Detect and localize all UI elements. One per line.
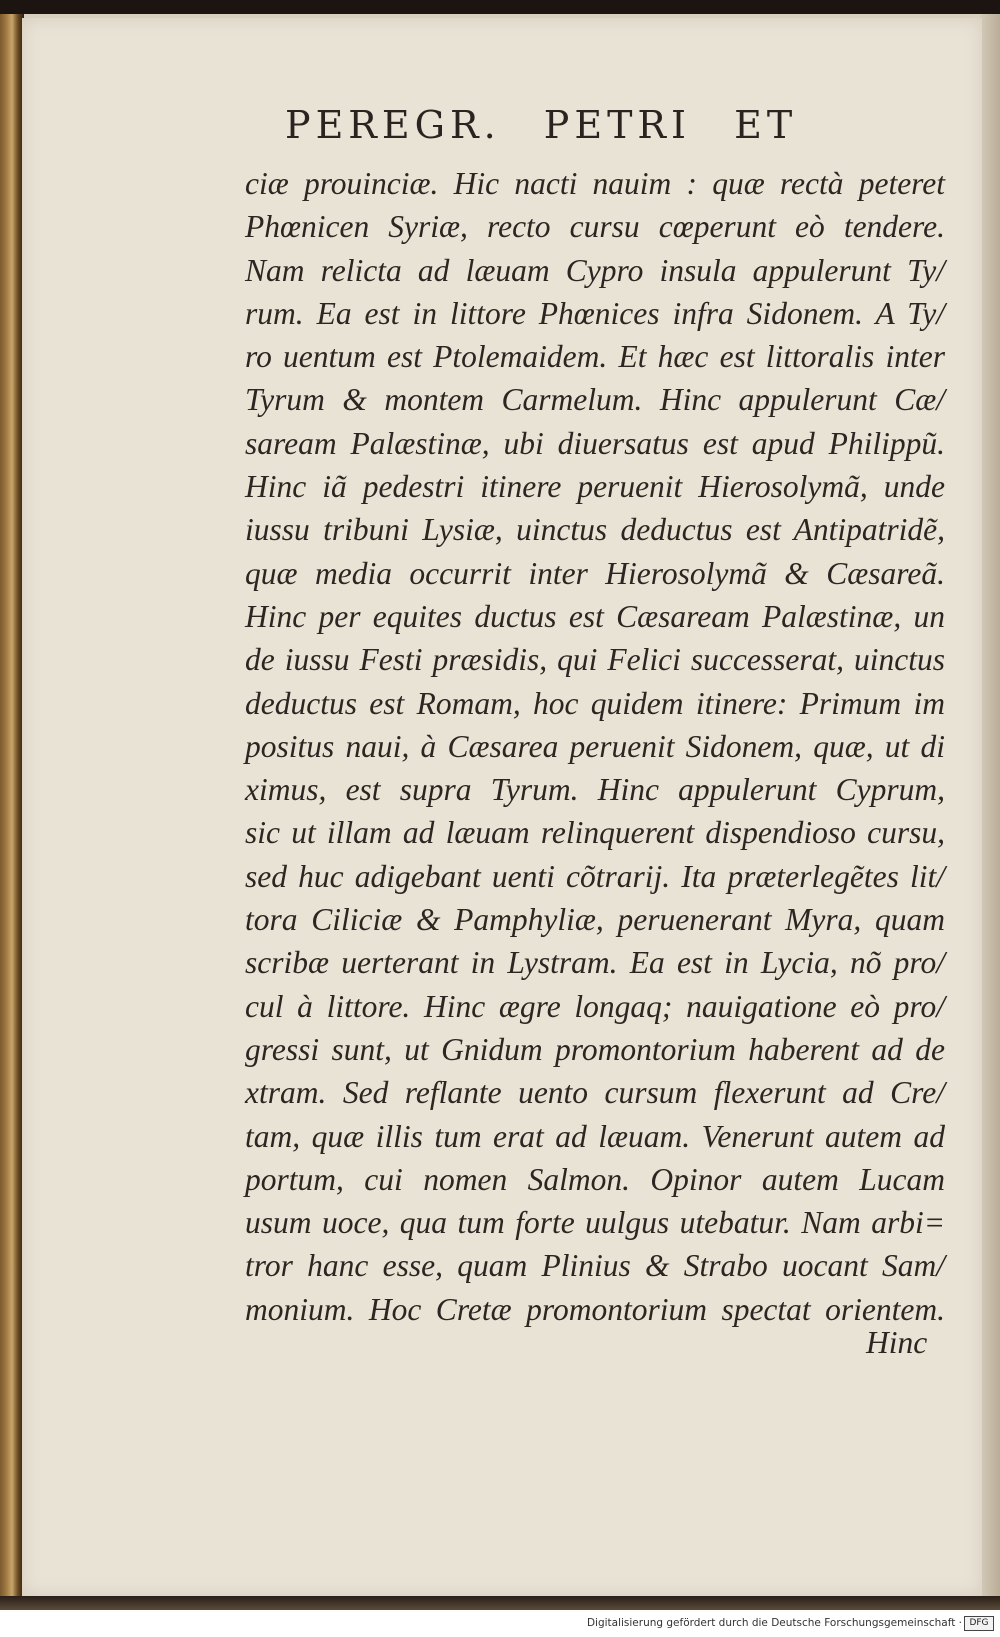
catchword: Hinc bbox=[866, 1325, 928, 1360]
text-line: tror hanc esse, quam Plinius & Strabo uocant Sam/ bbox=[245, 1248, 945, 1284]
text-line: quæ media occurrit inter Hierosolymã & Cæsareã. bbox=[245, 555, 945, 591]
text-line: ximus, est supra Tyrum. Hinc appulerunt Cyprum, bbox=[245, 772, 945, 808]
text-line: rum. Ea est in littore Phœnices infra Sidonem. A Ty/ bbox=[245, 295, 945, 331]
text-line: Tyrum & montem Carmelum. Hinc appulerunt Cæ/ bbox=[245, 382, 945, 418]
text-line: monium. Hoc Cretæ promontorium spectat orientem. bbox=[245, 1291, 945, 1327]
text-line: ro uentum est Ptolemaidem. Et hæc est littoralis inter bbox=[245, 339, 945, 375]
body-text bbox=[245, 162, 945, 1331]
running-head: PEREGR. PETRI ET bbox=[285, 103, 798, 147]
text-line: usum uoce, qua tum forte uulgus utebatur. Nam arbi= bbox=[245, 1205, 945, 1241]
text-line: tam, quæ illis tum erat ad læuam. Venerunt autem ad bbox=[245, 1118, 945, 1154]
book-spine-edge bbox=[0, 14, 24, 1610]
text-line: ciæ prouinciæ. Hic nacti nauim : quæ rectà peteret bbox=[245, 166, 945, 201]
text-line: positus naui, à Cæsarea peruenit Sidonem, quæ, ut di bbox=[245, 728, 945, 764]
text-line: saream Palæstinæ, ubi diuersatus est apud Philippũ. bbox=[245, 425, 945, 461]
text-line: Hinc iã pedestri itinere peruenit Hierosolymã, unde bbox=[245, 469, 945, 505]
text-line: sed huc adigebant uenti cõtrarij. Ita præterlegẽtes lit/ bbox=[245, 858, 945, 894]
scan-top-border bbox=[0, 0, 1000, 14]
page-right-margin bbox=[980, 14, 1000, 1610]
text-line: cul à littore. Hinc ægre longaq; nauigatione eò pro/ bbox=[245, 988, 945, 1024]
text-line: iussu tribuni Lysiæ, uinctus deductus est Antipatridẽ, bbox=[245, 512, 945, 548]
text-line: deductus est Romam, hoc quidem itinere: Primum im bbox=[245, 685, 945, 721]
text-line: Nam relicta ad læuam Cypro insula appulerunt Ty/ bbox=[245, 252, 945, 288]
text-line: gressi sunt, ut Gnidum promontorium haberent ad de bbox=[245, 1031, 945, 1067]
text-line: de iussu Festi præsidis, qui Felici successerat, uinctus bbox=[245, 642, 945, 678]
text-line: scribæ uerterant in Lystram. Ea est in Lycia, nõ pro/ bbox=[245, 945, 945, 981]
text-line: Hinc per equites ductus est Cæsaream Palæstinæ, un bbox=[245, 598, 945, 634]
text-line: tora Ciliciæ & Pamphyliæ, peruenerant Myra, quam bbox=[245, 902, 945, 938]
text-line: portum, cui nomen Salmon. Opinor autem Lucam bbox=[245, 1161, 945, 1197]
digitization-footer bbox=[0, 1610, 1000, 1637]
dfg-logo: DFG bbox=[964, 1616, 994, 1631]
text-line: sic ut illam ad læuam relinquerent dispendioso cursu, bbox=[245, 815, 945, 851]
text-line: xtram. Sed reflante uento cursum flexerunt ad Cre/ bbox=[245, 1075, 945, 1111]
footer-credit: Digitalisierung gefördert durch die Deutsche Forschungsgemeinschaft · bbox=[586, 1617, 962, 1629]
text-line: Phœnicen Syriæ, recto cursu cœperunt eò tendere. bbox=[245, 209, 945, 245]
scan-bottom-border bbox=[0, 1596, 1000, 1610]
